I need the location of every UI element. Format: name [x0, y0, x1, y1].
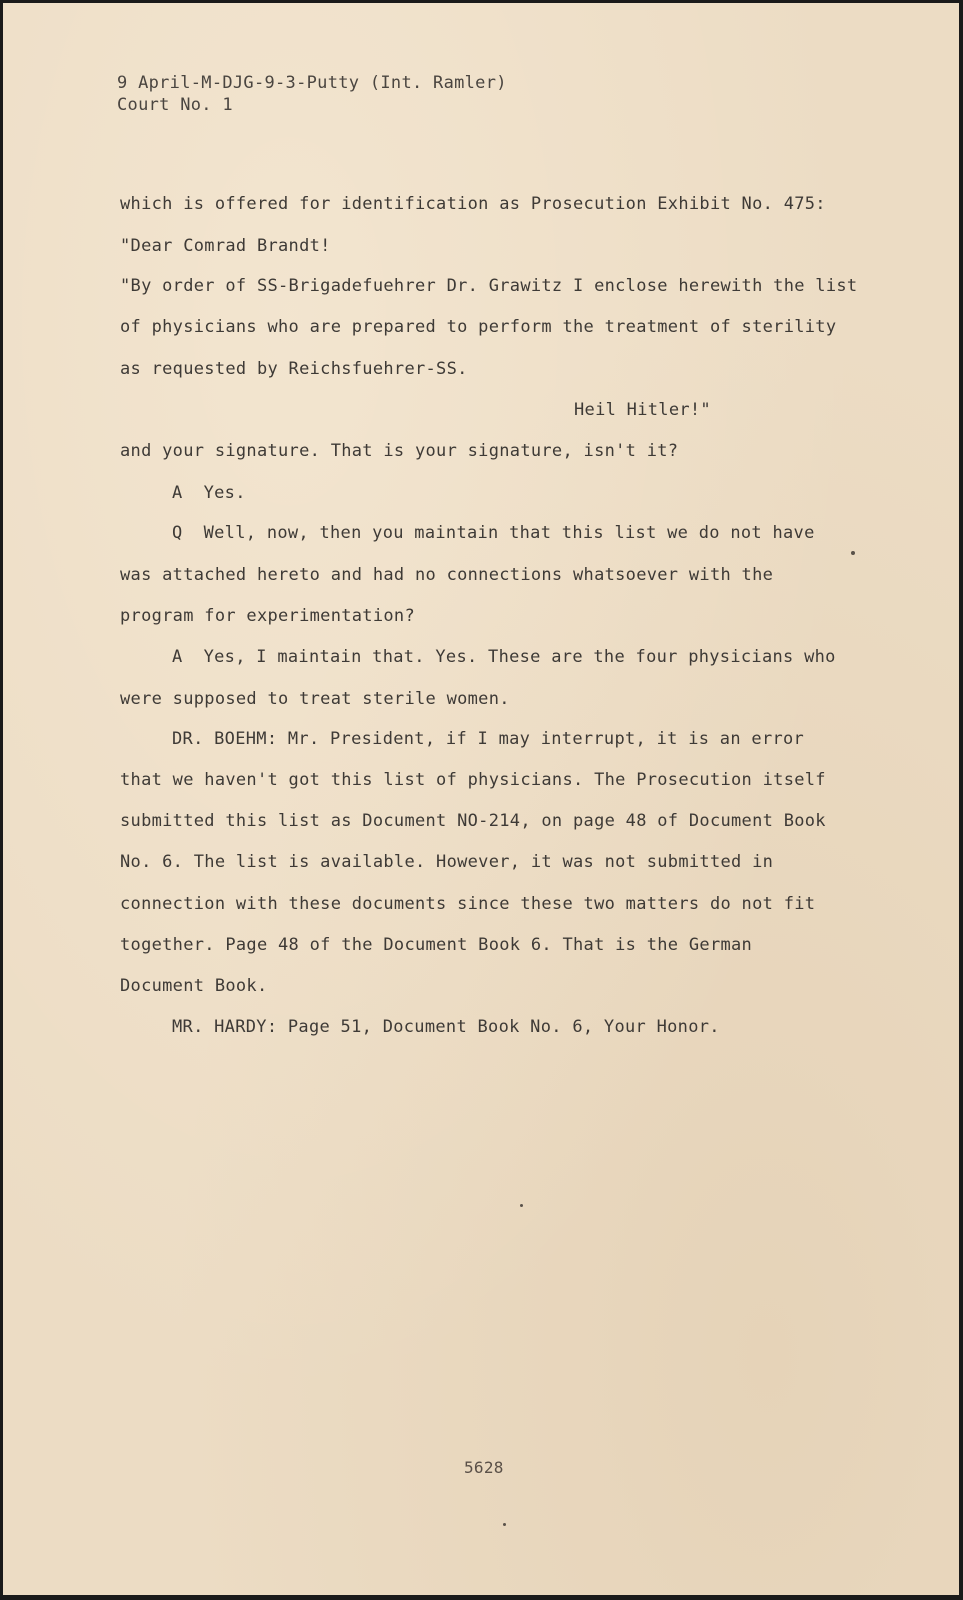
body-line: which is offered for identification as Prosecution Exhibit No. 475: [120, 194, 826, 214]
page-number: 5628 [464, 1458, 504, 1477]
body-line: A Yes. [172, 483, 246, 503]
body-line: submitted this list as Document NO-214, on page 48 of Document Book [120, 811, 826, 831]
body-line: DR. BOEHM: Mr. President, if I may interrupt, it is an error [172, 729, 805, 749]
body-line: Q Well, now, then you maintain that this list we do not have [172, 523, 815, 543]
body-line: and your signature. That is your signature, isn't it? [120, 441, 679, 461]
paper-speck [851, 551, 855, 555]
body-line: of physicians who are prepared to perform the treatment of sterility [120, 317, 837, 337]
body-line: were supposed to treat sterile women. [120, 689, 510, 709]
body-line: that we haven't got this list of physicians. The Prosecution itself [120, 770, 826, 790]
body-line: "Dear Comrad Brandt! [120, 236, 331, 256]
header-line-2: Court No. 1 [117, 95, 233, 115]
body-line: together. Page 48 of the Document Book 6. That is the German [120, 935, 753, 955]
body-line: Heil Hitler!" [574, 400, 711, 420]
body-line: A Yes, I maintain that. Yes. These are the four physicians who [172, 647, 836, 667]
paper-speck [503, 1523, 506, 1526]
document-page [3, 3, 959, 1595]
body-line: MR. HARDY: Page 51, Document Book No. 6, Your Honor. [172, 1017, 720, 1037]
body-line: as requested by Reichsfuehrer-SS. [120, 359, 468, 379]
body-line: "By order of SS-Brigadefuehrer Dr. Grawitz I enclose herewith the list [120, 276, 858, 296]
body-line: No. 6. The list is available. However, it was not submitted in [120, 852, 774, 872]
body-line: Document Book. [120, 976, 268, 996]
body-line: was attached hereto and had no connections whatsoever with the [120, 565, 774, 585]
body-line: connection with these documents since these two matters do not fit [120, 894, 816, 914]
header-line-1: 9 April-M-DJG-9-3-Putty (Int. Ramler) [117, 73, 507, 93]
body-line: program for experimentation? [120, 606, 415, 626]
paper-speck [520, 1204, 523, 1207]
